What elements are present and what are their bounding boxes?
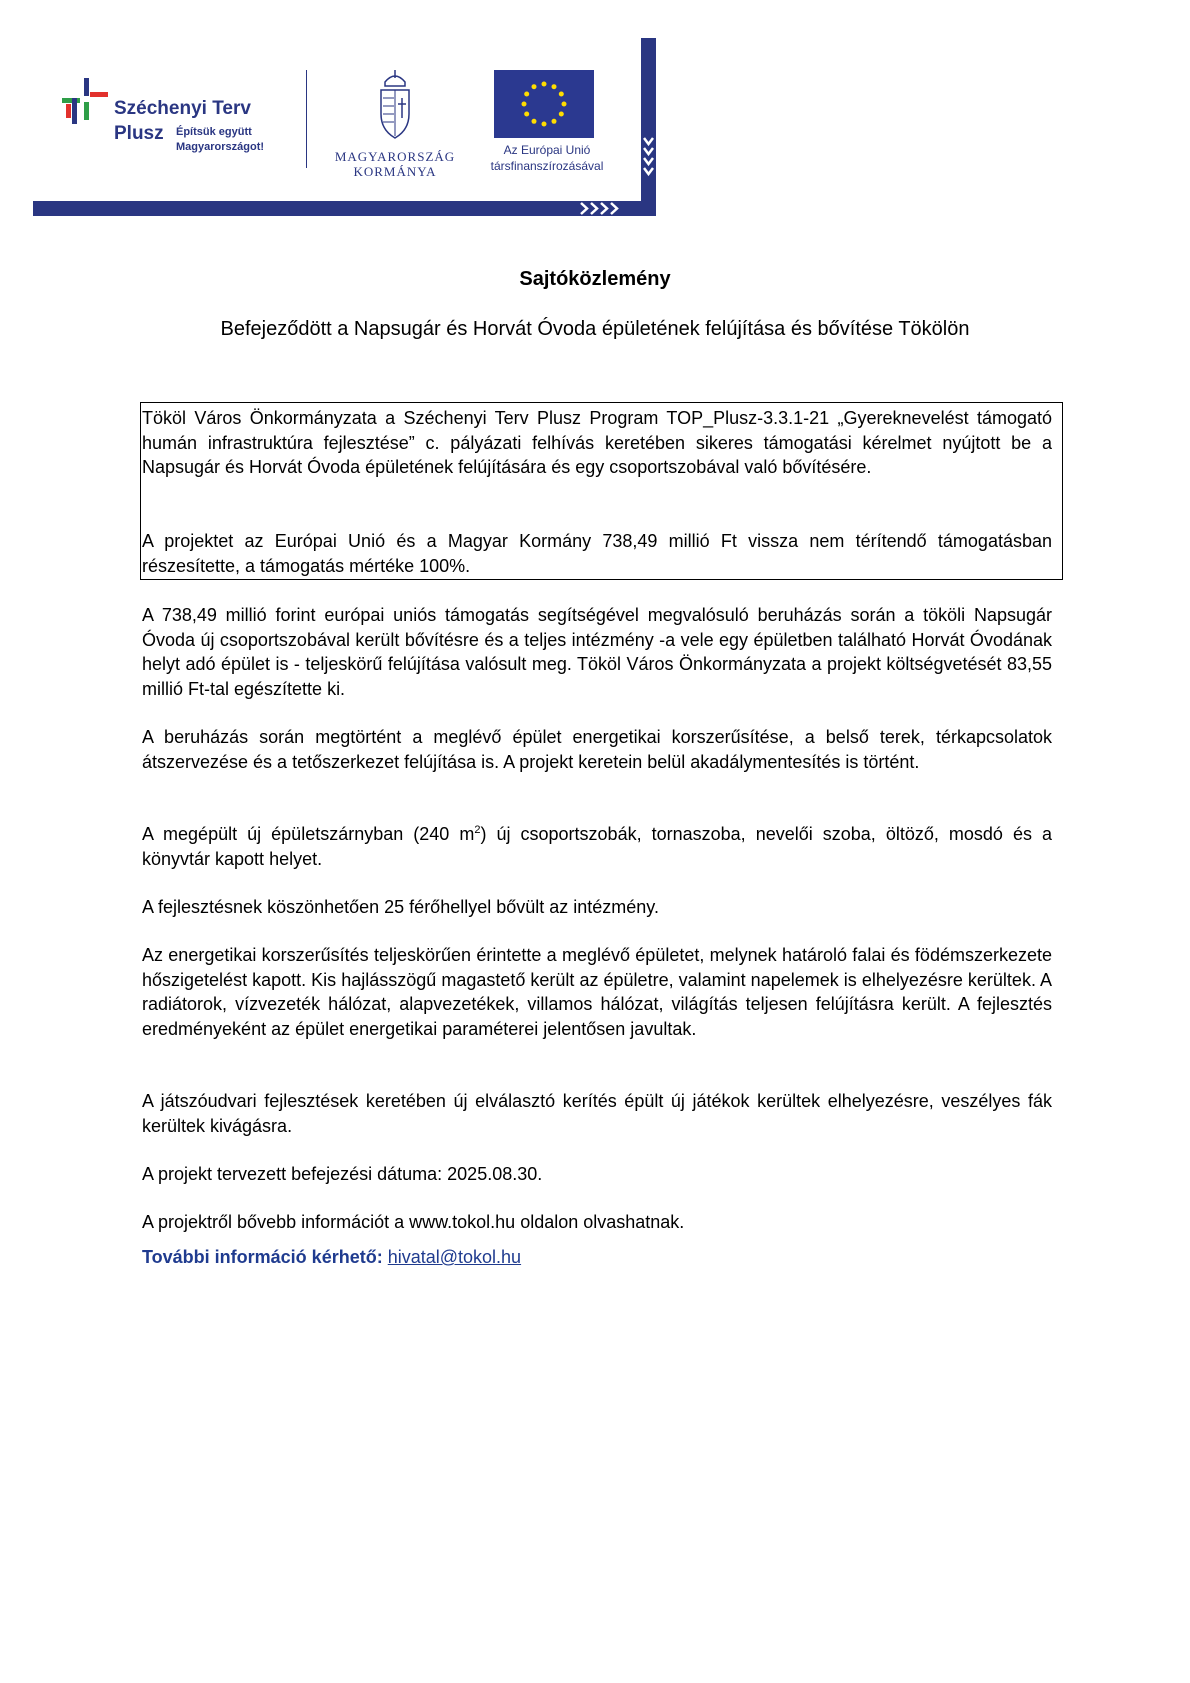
szt-plusz: Plusz (114, 123, 164, 144)
paragraph-7: Az energetikai korszerűsítés teljeskörűen érintette a meglévő épületet, melynek határoló falai és födémszerkezete hőszigetelést kapott. Kis hajlásszögű magastető került az épületre, valamint napelemek is elhelyezésre kerültek. A radiátorok, vízvezeték hálózat, alapvezetékek, villamos hálózat, világítás teljesen felújításra került. A fejlesztés eredményeként az épület energetikai paraméterei jelentősen javultak. (142, 945, 1052, 1039)
contact-email-link[interactable]: hivatal@tokol.hu (387, 1247, 522, 1267)
szechenyi-cross-icon (62, 78, 112, 128)
chevron-down-icons (641, 38, 656, 216)
banner-right-bar (641, 38, 656, 216)
chevron-right-icons (33, 201, 655, 216)
paragraph-2: A projektet az Európai Unió és a Magyar Kormány 738,49 millió Ft vissza nem térítendő támogatásban részesítette, a támogatás mértéke 100%. (142, 531, 1052, 576)
logo-divider (306, 70, 307, 168)
paragraph-9: A projekt tervezett befejezési dátuma: 2025.08.30. (142, 1164, 543, 1184)
szt-title: Széchenyi Terv (114, 98, 251, 119)
page-title: Sajtóközlemény (519, 268, 671, 290)
szt-slogan-line1: Építsük együtt (176, 126, 252, 138)
contact-info (142, 1247, 521, 1268)
eu-flag-icon (494, 70, 594, 138)
paragraph-8: A játszóudvari fejlesztések keretében új elválasztó kerítés épült új játékok kerültek elhelyezésre, veszélyes fák kerültek kivágásra. (142, 1091, 1052, 1136)
paragraph-5-b: ) új csoportszobák, tornaszoba, nevelői szoba, öltöző, mosdó és a könyvtár kapott helyet. (142, 824, 1052, 869)
eu-text (472, 142, 622, 174)
mk-text (330, 149, 460, 179)
banner-bottom-bar (33, 201, 655, 216)
page-subtitle: Befejeződött a Napsugár és Horvát Óvoda épületének felújítása és bővítése Tökölön (220, 318, 970, 340)
magyarorszag-kormanya-logo (330, 68, 460, 178)
szechenyi-terv-plusz-logo (62, 78, 302, 168)
szt-slogan-line2: Magyarországot! (176, 141, 265, 153)
header-banner (0, 0, 1190, 230)
mk-line2: KORMÁNYA (353, 164, 437, 179)
paragraph-3: A 738,49 millió forint európai uniós támogatás segítségével megvalósuló beruházás során a tököli Napsugár Óvoda új csoportszobával került bővítésre és a teljes intézmény -a vele egy épületben található Horvát Óvodának helyt adó épület is - teljeskörű felújítása valósult meg. Tököl Város Önkormányzata a projekt költségvetését 83,55 millió Ft-tal egészítette ki. (142, 605, 1052, 699)
paragraph-5-a: A megépült új épületszárnyban (240 m (142, 824, 475, 844)
paragraph-6: A fejlesztésnek köszönhetően 25 férőhellyel bővült az intézmény. (142, 897, 659, 917)
eu-line2: társfinanszírozásával (490, 159, 604, 173)
eu-line1: Az Európai Unió (503, 143, 591, 157)
mk-line1: MAGYARORSZÁG (334, 149, 456, 164)
eu-logo (472, 70, 622, 180)
paragraph-5-sup: 2 (474, 824, 481, 836)
coat-of-arms-icon (375, 68, 415, 140)
contact-label: További információ kérhető: (142, 1247, 383, 1267)
szt-slogan (176, 125, 286, 155)
paragraph-4: A beruházás során megtörtént a meglévő épület energetikai korszerűsítése, a belső terek, térkapcsolatok átszervezése és a tetőszerkezet felújítása is. A projekt keretein belül akadálymentesítés is történt. (142, 727, 1052, 772)
paragraph-1: Tököl Város Önkormányzata a Széchenyi Terv Plusz Program TOP_Plusz-3.3.1-21 „Gyereknevelést támogató humán infrastruktúra fejlesztése” c. pályázati felhívás keretében sikeres támogatási kérelmet nyújtott be a Napsugár és Horvát Óvoda épületének felújítására és egy csoportszobával való bővítésére. (142, 408, 1052, 477)
paragraph-5 (142, 822, 1052, 871)
paragraph-10: A projektről bővebb információt a www.tokol.hu oldalon olvashatnak. (142, 1212, 685, 1232)
